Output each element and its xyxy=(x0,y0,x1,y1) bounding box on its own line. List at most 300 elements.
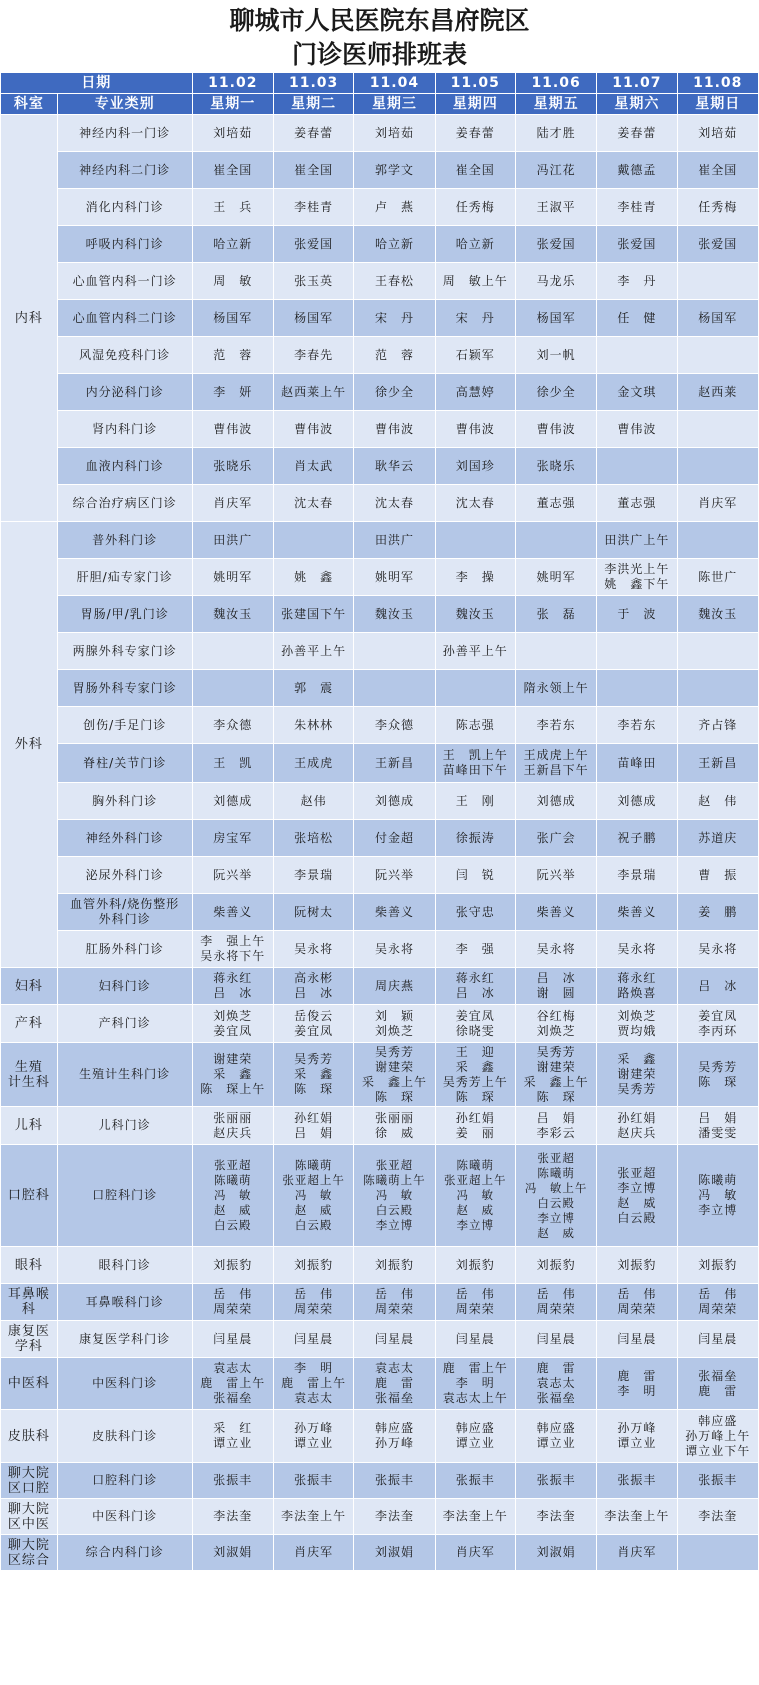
doctor-cell: 张亚超 李立博 赵 威 白云殿 xyxy=(597,1145,677,1247)
doctor-cell: 李法奎上午 xyxy=(273,1499,353,1535)
doctor-cell: 李法奎 xyxy=(515,1499,596,1535)
table-row xyxy=(1,670,759,707)
doctor-cell: 谢建荣 采 鑫 陈 琛上午 xyxy=(192,1043,273,1107)
doctor-cell: 鹿 雷 李 明 xyxy=(597,1358,677,1410)
doctor-cell: 闫星晨 xyxy=(677,1321,758,1358)
header-row-weekdays xyxy=(1,94,759,115)
doctor-cell: 杨国军 xyxy=(677,300,758,337)
doctor-cell: 王 凯上午 苗峰田下午 xyxy=(435,744,515,783)
doctor-cell: 姚 鑫 xyxy=(273,559,353,596)
table-row xyxy=(1,744,759,783)
doctor-cell: 崔全国 xyxy=(435,152,515,189)
table-row xyxy=(1,1005,759,1043)
doctor-cell: 刘振豹 xyxy=(677,1247,758,1284)
doctor-cell: 刘焕芝 姜宜凤 xyxy=(192,1005,273,1043)
doctor-cell: 董志强 xyxy=(597,485,677,522)
doctor-cell: 李若东 xyxy=(597,707,677,744)
specialty-cell: 康复医学科门诊 xyxy=(57,1321,192,1358)
doctor-cell: 朱林林 xyxy=(273,707,353,744)
doctor-cell: 李桂青 xyxy=(273,189,353,226)
doctor-cell: 陈曦萌 张亚超上午 冯 敏 赵 威 李立博 xyxy=(435,1145,515,1247)
doctor-cell: 曹伟波 xyxy=(435,411,515,448)
doctor-cell: 采 鑫 谢建荣 吴秀芳 xyxy=(597,1043,677,1107)
table-row xyxy=(1,559,759,596)
doctor-cell: 赵伟 xyxy=(273,783,353,820)
doctor-cell: 王新昌 xyxy=(677,744,758,783)
schedule-table xyxy=(0,72,759,1571)
doctor-cell: 闫星晨 xyxy=(192,1321,273,1358)
doctor-cell: 曹 振 xyxy=(677,857,758,894)
table-row xyxy=(1,448,759,485)
header-row-dates xyxy=(1,73,759,94)
doctor-cell: 阮兴举 xyxy=(515,857,596,894)
doctor-cell xyxy=(354,670,435,707)
doctor-cell: 李法奎 xyxy=(677,1499,758,1535)
date-cell: 11.05 xyxy=(435,73,515,94)
doctor-cell: 张守忠 xyxy=(435,894,515,931)
doctor-cell: 刘淑娟 xyxy=(192,1535,273,1571)
department-cell: 聊大院 区综合 xyxy=(1,1535,58,1571)
department-cell: 中医科 xyxy=(1,1358,58,1410)
specialty-cell: 心血管内科二门诊 xyxy=(57,300,192,337)
doctor-cell: 王春松 xyxy=(354,263,435,300)
doctor-cell: 肖庆军 xyxy=(192,485,273,522)
doctor-cell: 阮兴举 xyxy=(192,857,273,894)
page-subtitle: 门诊医师排班表 xyxy=(291,40,467,69)
date-cell: 11.06 xyxy=(515,73,596,94)
doctor-cell xyxy=(677,670,758,707)
doctor-cell: 刘淑娟 xyxy=(354,1535,435,1571)
doctor-cell: 闫 锐 xyxy=(435,857,515,894)
doctor-cell xyxy=(597,448,677,485)
table-row xyxy=(1,857,759,894)
doctor-cell: 岳 伟 周荣荣 xyxy=(515,1284,596,1321)
doctor-cell: 韩应盛 孙万峰上午 谭立业下午 xyxy=(677,1410,758,1463)
doctor-cell: 曹伟波 xyxy=(192,411,273,448)
doctor-cell: 赵西莱 xyxy=(677,374,758,411)
doctor-cell: 岳 伟 周荣荣 xyxy=(354,1284,435,1321)
table-row xyxy=(1,1284,759,1321)
doctor-cell: 李 丹 xyxy=(597,263,677,300)
doctor-cell: 韩应盛 谭立业 xyxy=(515,1410,596,1463)
table-row xyxy=(1,968,759,1005)
doctor-cell: 崔全国 xyxy=(677,152,758,189)
doctor-cell: 柴善义 xyxy=(192,894,273,931)
doctor-cell: 吴永将 xyxy=(515,931,596,968)
doctor-cell: 肖庆军 xyxy=(597,1535,677,1571)
doctor-cell: 柴善义 xyxy=(597,894,677,931)
doctor-cell: 张爱国 xyxy=(273,226,353,263)
doctor-cell: 闫星晨 xyxy=(435,1321,515,1358)
doctor-cell: 刘德成 xyxy=(515,783,596,820)
doctor-cell xyxy=(597,337,677,374)
specialty-cell: 风湿免疫科门诊 xyxy=(57,337,192,374)
doctor-cell: 姜宜凤 李丙环 xyxy=(677,1005,758,1043)
doctor-cell: 宋 丹 xyxy=(435,300,515,337)
doctor-cell: 郭 震 xyxy=(273,670,353,707)
doctor-cell: 张晓乐 xyxy=(192,448,273,485)
table-row xyxy=(1,894,759,931)
table-row xyxy=(1,783,759,820)
doctor-cell xyxy=(597,633,677,670)
doctor-cell: 岳 伟 周荣荣 xyxy=(273,1284,353,1321)
doctor-cell: 刘振豹 xyxy=(435,1247,515,1284)
doctor-cell xyxy=(597,670,677,707)
doctor-cell: 蒋永红 路焕喜 xyxy=(597,968,677,1005)
doctor-cell: 李景瑞 xyxy=(273,857,353,894)
doctor-cell: 闫星晨 xyxy=(515,1321,596,1358)
specialty-cell: 普外科门诊 xyxy=(57,522,192,559)
page-title: 聊城市人民医院东昌府院区 xyxy=(229,6,530,35)
department-cell: 聊大院 区中医 xyxy=(1,1499,58,1535)
doctor-cell: 王 迎 采 鑫 吴秀芳上午 陈 琛 xyxy=(435,1043,515,1107)
doctor-cell: 孙万峰 谭立业 xyxy=(273,1410,353,1463)
doctor-cell: 齐占锋 xyxy=(677,707,758,744)
doctor-cell: 刘培茹 xyxy=(354,115,435,152)
doctor-cell: 闫星晨 xyxy=(354,1321,435,1358)
doctor-cell: 姜 鹏 xyxy=(677,894,758,931)
doctor-cell: 李 明 鹿 雷上午 袁志太 xyxy=(273,1358,353,1410)
doctor-cell: 王 兵 xyxy=(192,189,273,226)
table-row xyxy=(1,300,759,337)
table-row xyxy=(1,189,759,226)
doctor-cell: 房宝军 xyxy=(192,820,273,857)
table-row xyxy=(1,263,759,300)
doctor-cell: 刘德成 xyxy=(354,783,435,820)
doctor-cell: 周 敏 xyxy=(192,263,273,300)
doctor-cell: 姚明军 xyxy=(515,559,596,596)
table-row xyxy=(1,1043,759,1107)
doctor-cell: 陈世广 xyxy=(677,559,758,596)
specialty-header: 专业类别 xyxy=(57,94,192,115)
doctor-cell: 张振丰 xyxy=(273,1463,353,1499)
department-cell: 生殖 计生科 xyxy=(1,1043,58,1107)
doctor-cell: 刘振豹 xyxy=(515,1247,596,1284)
doctor-cell: 董志强 xyxy=(515,485,596,522)
doctor-cell: 戴德孟 xyxy=(597,152,677,189)
doctor-cell: 祝子鹏 xyxy=(597,820,677,857)
doctor-cell: 曹伟波 xyxy=(354,411,435,448)
doctor-cell: 曹伟波 xyxy=(515,411,596,448)
doctor-cell: 杨国军 xyxy=(273,300,353,337)
doctor-cell xyxy=(435,670,515,707)
doctor-cell: 姜春蕾 xyxy=(435,115,515,152)
doctor-cell: 徐振涛 xyxy=(435,820,515,857)
doctor-cell: 刘一帆 xyxy=(515,337,596,374)
doctor-cell: 吴永将 xyxy=(677,931,758,968)
table-row xyxy=(1,374,759,411)
table-row xyxy=(1,522,759,559)
doctor-cell: 阮树太 xyxy=(273,894,353,931)
doctor-cell: 刘振豹 xyxy=(597,1247,677,1284)
department-cell: 妇科 xyxy=(1,968,58,1005)
doctor-cell: 张振丰 xyxy=(192,1463,273,1499)
table-row xyxy=(1,1499,759,1535)
doctor-cell: 韩应盛 孙万峰 xyxy=(354,1410,435,1463)
doctor-cell: 冯江花 xyxy=(515,152,596,189)
doctor-cell xyxy=(515,633,596,670)
doctor-cell: 范 蓉 xyxy=(192,337,273,374)
doctor-cell: 吕 冰 谢 圆 xyxy=(515,968,596,1005)
doctor-cell: 姚明军 xyxy=(192,559,273,596)
doctor-cell: 周庆燕 xyxy=(354,968,435,1005)
doctor-cell: 哈立新 xyxy=(354,226,435,263)
doctor-cell: 刘振豹 xyxy=(354,1247,435,1284)
doctor-cell: 付金超 xyxy=(354,820,435,857)
doctor-cell: 李景瑞 xyxy=(597,857,677,894)
doctor-cell: 赵 伟 xyxy=(677,783,758,820)
doctor-cell: 王成虎上午 王新昌下午 xyxy=(515,744,596,783)
doctor-cell: 吴秀芳 陈 琛 xyxy=(677,1043,758,1107)
specialty-cell: 胸外科门诊 xyxy=(57,783,192,820)
doctor-cell: 曹伟波 xyxy=(597,411,677,448)
doctor-cell: 张建国下午 xyxy=(273,596,353,633)
doctor-cell: 于 波 xyxy=(597,596,677,633)
doctor-cell: 柴善义 xyxy=(354,894,435,931)
doctor-cell: 采 红 谭立业 xyxy=(192,1410,273,1463)
doctor-cell: 吴永将 xyxy=(354,931,435,968)
doctor-cell: 崔全国 xyxy=(273,152,353,189)
doctor-cell: 阮兴举 xyxy=(354,857,435,894)
weekday-cell: 星期三 xyxy=(354,94,435,115)
doctor-cell: 吕 娟 李彩云 xyxy=(515,1107,596,1145)
weekday-cell: 星期五 xyxy=(515,94,596,115)
doctor-cell: 姜宜凤 徐晓雯 xyxy=(435,1005,515,1043)
doctor-cell: 苏道庆 xyxy=(677,820,758,857)
doctor-cell: 张亚超 陈曦萌上午 冯 敏 白云殿 李立博 xyxy=(354,1145,435,1247)
doctor-cell: 王淑平 xyxy=(515,189,596,226)
doctor-cell: 吕 冰 xyxy=(677,968,758,1005)
department-cell: 皮肤科 xyxy=(1,1410,58,1463)
table-row xyxy=(1,337,759,374)
specialty-cell: 两腺外科专家门诊 xyxy=(57,633,192,670)
specialty-cell: 中医科门诊 xyxy=(57,1358,192,1410)
dept-header: 科室 xyxy=(1,94,58,115)
table-row xyxy=(1,1358,759,1410)
doctor-cell: 哈立新 xyxy=(192,226,273,263)
doctor-cell xyxy=(677,522,758,559)
weekday-cell: 星期一 xyxy=(192,94,273,115)
table-row xyxy=(1,1463,759,1499)
doctor-cell: 陈志强 xyxy=(435,707,515,744)
doctor-cell: 张爱国 xyxy=(515,226,596,263)
doctor-cell: 刘培茹 xyxy=(677,115,758,152)
doctor-cell: 田洪广上午 xyxy=(597,522,677,559)
doctor-cell xyxy=(192,670,273,707)
doctor-cell: 吴秀芳 谢建荣 采 鑫上午 陈 琛 xyxy=(354,1043,435,1107)
department-cell: 康复医 学科 xyxy=(1,1321,58,1358)
doctor-cell: 张爱国 xyxy=(677,226,758,263)
specialty-cell: 血液内科门诊 xyxy=(57,448,192,485)
doctor-cell xyxy=(677,633,758,670)
doctor-cell xyxy=(677,263,758,300)
doctor-cell: 李 强上午 吴永将下午 xyxy=(192,931,273,968)
specialty-cell: 创伤/手足门诊 xyxy=(57,707,192,744)
specialty-cell: 消化内科门诊 xyxy=(57,189,192,226)
doctor-cell: 肖太武 xyxy=(273,448,353,485)
doctor-cell: 蒋永红 吕 冰 xyxy=(192,968,273,1005)
table-row xyxy=(1,1247,759,1284)
department-cell: 耳鼻喉 科 xyxy=(1,1284,58,1321)
doctor-cell: 肖庆军 xyxy=(677,485,758,522)
doctor-cell: 张晓乐 xyxy=(515,448,596,485)
doctor-cell xyxy=(273,522,353,559)
doctor-cell: 任 健 xyxy=(597,300,677,337)
doctor-cell: 刘振豹 xyxy=(273,1247,353,1284)
department-cell: 口腔科 xyxy=(1,1145,58,1247)
date-cell: 11.02 xyxy=(192,73,273,94)
doctor-cell: 李 妍 xyxy=(192,374,273,411)
table-row xyxy=(1,1535,759,1571)
doctor-cell xyxy=(435,522,515,559)
doctor-cell: 周 敏上午 xyxy=(435,263,515,300)
doctor-cell: 袁志太 鹿 雷上午 张福垒 xyxy=(192,1358,273,1410)
doctor-cell: 张振丰 xyxy=(354,1463,435,1499)
table-row xyxy=(1,820,759,857)
doctor-cell: 张振丰 xyxy=(435,1463,515,1499)
doctor-cell: 魏汝玉 xyxy=(435,596,515,633)
weekday-cell: 星期六 xyxy=(597,94,677,115)
doctor-cell: 田洪广 xyxy=(354,522,435,559)
doctor-cell: 崔全国 xyxy=(192,152,273,189)
doctor-cell: 吴永将 xyxy=(597,931,677,968)
doctor-cell: 魏汝玉 xyxy=(192,596,273,633)
doctor-cell: 李 操 xyxy=(435,559,515,596)
doctor-cell: 孙善平上午 xyxy=(273,633,353,670)
doctor-cell: 岳 伟 周荣荣 xyxy=(192,1284,273,1321)
doctor-cell: 肖庆军 xyxy=(273,1535,353,1571)
doctor-cell: 张振丰 xyxy=(677,1463,758,1499)
doctor-cell: 岳俊云 姜宜凤 xyxy=(273,1005,353,1043)
doctor-cell: 肖庆军 xyxy=(435,1535,515,1571)
specialty-cell: 综合内科门诊 xyxy=(57,1535,192,1571)
doctor-cell: 柴善义 xyxy=(515,894,596,931)
doctor-cell: 岳 伟 周荣荣 xyxy=(677,1284,758,1321)
doctor-cell xyxy=(677,448,758,485)
doctor-cell: 孙善平上午 xyxy=(435,633,515,670)
doctor-cell: 王新昌 xyxy=(354,744,435,783)
table-row xyxy=(1,633,759,670)
specialty-cell: 胃肠外科专家门诊 xyxy=(57,670,192,707)
specialty-cell: 口腔科门诊 xyxy=(57,1145,192,1247)
specialty-cell: 神经内科二门诊 xyxy=(57,152,192,189)
date-cell: 11.08 xyxy=(677,73,758,94)
doctor-cell: 吕 娟 潘雯雯 xyxy=(677,1107,758,1145)
doctor-cell: 张亚超 陈曦萌 冯 敏上午 白云殿 李立博 赵 威 xyxy=(515,1145,596,1247)
doctor-cell: 宋 丹 xyxy=(354,300,435,337)
doctor-cell: 王 刚 xyxy=(435,783,515,820)
department-cell: 儿科 xyxy=(1,1107,58,1145)
doctor-cell: 刘淑娟 xyxy=(515,1535,596,1571)
doctor-cell: 鹿 雷上午 李 明 袁志太上午 xyxy=(435,1358,515,1410)
specialty-cell: 口腔科门诊 xyxy=(57,1463,192,1499)
table-row xyxy=(1,115,759,152)
doctor-cell: 李 强 xyxy=(435,931,515,968)
doctor-cell: 刘培茹 xyxy=(192,115,273,152)
doctor-cell: 刘振豹 xyxy=(192,1247,273,1284)
doctor-cell: 任秀梅 xyxy=(435,189,515,226)
specialty-cell: 神经外科门诊 xyxy=(57,820,192,857)
table-row xyxy=(1,226,759,263)
table-row xyxy=(1,707,759,744)
specialty-cell: 儿科门诊 xyxy=(57,1107,192,1145)
doctor-cell: 哈立新 xyxy=(435,226,515,263)
doctor-cell: 姜春蕾 xyxy=(273,115,353,152)
doctor-cell: 徐少全 xyxy=(515,374,596,411)
specialty-cell: 脊柱/关节门诊 xyxy=(57,744,192,783)
doctor-cell: 曹伟波 xyxy=(273,411,353,448)
table-row xyxy=(1,596,759,633)
weekday-cell: 星期二 xyxy=(273,94,353,115)
doctor-cell: 姚明军 xyxy=(354,559,435,596)
specialty-cell: 妇科门诊 xyxy=(57,968,192,1005)
table-row xyxy=(1,152,759,189)
doctor-cell: 陆才胜 xyxy=(515,115,596,152)
doctor-cell: 李桂青 xyxy=(597,189,677,226)
doctor-cell: 魏汝玉 xyxy=(677,596,758,633)
doctor-cell: 张振丰 xyxy=(515,1463,596,1499)
doctor-cell: 高永彬 吕 冰 xyxy=(273,968,353,1005)
date-header: 日期 xyxy=(1,73,193,94)
doctor-cell: 王成虎 xyxy=(273,744,353,783)
specialty-cell: 皮肤科门诊 xyxy=(57,1410,192,1463)
doctor-cell: 孙红娟 吕 娟 xyxy=(273,1107,353,1145)
doctor-cell: 岳 伟 周荣荣 xyxy=(597,1284,677,1321)
table-row xyxy=(1,1410,759,1463)
doctor-cell: 石颖军 xyxy=(435,337,515,374)
specialty-cell: 产科门诊 xyxy=(57,1005,192,1043)
table-row xyxy=(1,931,759,968)
doctor-cell: 杨国军 xyxy=(515,300,596,337)
doctor-cell: 李法奎上午 xyxy=(597,1499,677,1535)
doctor-cell: 王 凯 xyxy=(192,744,273,783)
table-row xyxy=(1,411,759,448)
table-row xyxy=(1,1107,759,1145)
doctor-cell: 金文琪 xyxy=(597,374,677,411)
doctor-cell: 杨国军 xyxy=(192,300,273,337)
specialty-cell: 泌尿外科门诊 xyxy=(57,857,192,894)
doctor-cell: 韩应盛 谭立业 xyxy=(435,1410,515,1463)
doctor-cell: 田洪广 xyxy=(192,522,273,559)
specialty-cell: 呼吸内科门诊 xyxy=(57,226,192,263)
doctor-cell xyxy=(677,337,758,374)
doctor-cell: 袁志太 鹿 雷 张福垒 xyxy=(354,1358,435,1410)
department-cell: 眼科 xyxy=(1,1247,58,1284)
specialty-cell: 耳鼻喉科门诊 xyxy=(57,1284,192,1321)
doctor-cell: 张玉英 xyxy=(273,263,353,300)
date-cell: 11.04 xyxy=(354,73,435,94)
specialty-cell: 眼科门诊 xyxy=(57,1247,192,1284)
doctor-cell: 姜春蕾 xyxy=(597,115,677,152)
doctor-cell: 吴秀芳 谢建荣 采 鑫上午 陈 琛 xyxy=(515,1043,596,1107)
doctor-cell: 闫星晨 xyxy=(597,1321,677,1358)
doctor-cell xyxy=(677,1535,758,1571)
doctor-cell: 陈曦萌 张亚超上午 冯 敏 赵 威 白云殿 xyxy=(273,1145,353,1247)
doctor-cell: 耿华云 xyxy=(354,448,435,485)
doctor-cell: 李春先 xyxy=(273,337,353,374)
specialty-cell: 肝胆/疝专家门诊 xyxy=(57,559,192,596)
doctor-cell: 吴秀芳 采 鑫 陈 琛 xyxy=(273,1043,353,1107)
doctor-cell: 沈太春 xyxy=(435,485,515,522)
doctor-cell: 沈太春 xyxy=(273,485,353,522)
specialty-cell: 血管外科/烧伤整形外科门诊 xyxy=(57,894,192,931)
specialty-cell: 综合治疗病区门诊 xyxy=(57,485,192,522)
doctor-cell: 刘 颖 刘焕芝 xyxy=(354,1005,435,1043)
doctor-cell: 刘德成 xyxy=(597,783,677,820)
doctor-cell: 高慧婷 xyxy=(435,374,515,411)
doctor-cell xyxy=(515,522,596,559)
weekday-cell: 星期四 xyxy=(435,94,515,115)
